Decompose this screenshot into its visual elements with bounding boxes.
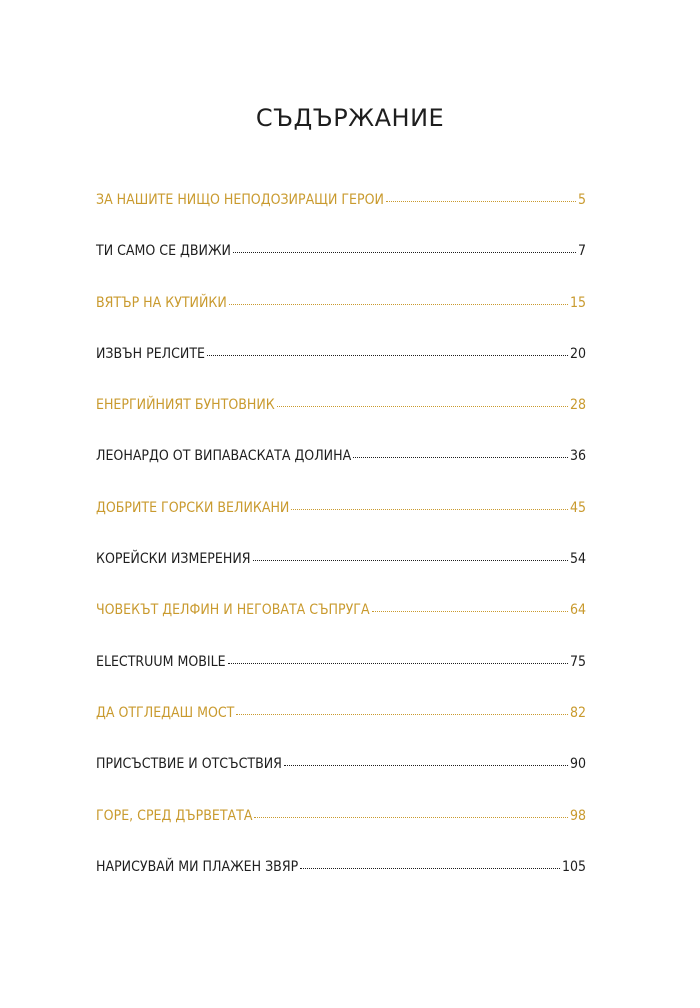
toc-entry (96, 448, 586, 499)
dot-leader (284, 765, 568, 766)
toc-entry (96, 243, 586, 294)
dot-leader (300, 868, 560, 869)
toc-entry-title: ЛЕОНАРДО ОТ ВИПАВАСКАТА ДОЛИНА (96, 448, 352, 465)
toc-entry (96, 859, 586, 910)
toc-entry (96, 295, 586, 346)
toc-entry-title: ELECTRUUM MOBILE (96, 653, 226, 670)
toc-entry-page-number: 15 (569, 294, 586, 311)
dot-leader (207, 355, 568, 356)
toc-entry-title: НАРИСУВАЙ МИ ПЛАЖЕН ЗВЯР (96, 858, 299, 875)
toc-entry-page-number: 36 (569, 448, 586, 465)
table-of-contents (96, 192, 586, 910)
toc-entry (96, 654, 586, 705)
dot-leader (236, 714, 568, 715)
dot-leader (254, 817, 568, 818)
toc-entry-page-number: 64 (569, 602, 586, 619)
toc-entry-title: ЗА НАШИТЕ НИЩО НЕПОДОЗИРАЩИ ГЕРОИ (96, 192, 384, 208)
toc-entry-page-number: 28 (569, 397, 586, 414)
toc-entry-title: ВЯТЪР НА КУТИЙКИ (96, 294, 227, 311)
toc-entry-title: КОРЕЙСКИ ИЗМЕРЕНИЯ (96, 551, 251, 568)
toc-entry (96, 500, 586, 551)
toc-entry (96, 346, 586, 397)
toc-entry-title: ПРИСЪСТВИЕ И ОТСЪСТВИЯ (96, 756, 282, 773)
toc-entry-page-number: 98 (569, 807, 586, 824)
toc-entry-title: ИЗВЪН РЕЛСИТЕ (96, 345, 205, 362)
toc-entry-title: ДА ОТГЛЕДАШ МОСТ (96, 704, 235, 721)
toc-entry-page-number: 75 (569, 653, 586, 670)
toc-entry-title: ДОБРИТЕ ГОРСКИ ВЕЛИКАНИ (96, 499, 290, 516)
toc-entry (96, 397, 586, 448)
dot-leader (386, 201, 576, 202)
dot-leader (253, 560, 568, 561)
toc-entry (96, 808, 586, 859)
toc-entry-title: ГОРЕ, СРЕД ДЪРВЕТАТА (96, 807, 253, 824)
dot-leader (353, 457, 568, 458)
toc-entry-page-number: 5 (577, 192, 586, 208)
dot-leader (372, 611, 568, 612)
dot-leader (291, 509, 568, 510)
dot-leader (233, 252, 576, 253)
toc-entry-page-number: 45 (569, 499, 586, 516)
toc-entry-page-number: 90 (569, 756, 586, 773)
toc-entry-page-number: 82 (569, 704, 586, 721)
toc-entry-page-number: 105 (561, 858, 586, 875)
dot-leader (277, 406, 568, 407)
toc-entry (96, 756, 586, 807)
toc-entry-title: ЕНЕРГИЙНИЯТ БУНТОВНИК (96, 397, 275, 414)
page-title: СЪДЪРЖАНИЕ (255, 104, 445, 132)
toc-entry-title: ТИ САМО СЕ ДВИЖИ (96, 243, 231, 260)
toc-entry (96, 551, 586, 602)
toc-entry-page-number: 54 (569, 551, 586, 568)
toc-entry (96, 705, 586, 756)
dot-leader (229, 304, 568, 305)
toc-entry (96, 192, 586, 243)
toc-entry-title: ЧОВЕКЪТ ДЕЛФИН И НЕГОВАТА СЪПРУГА (96, 602, 370, 619)
toc-entry-page-number: 7 (577, 243, 586, 260)
dot-leader (228, 663, 568, 664)
toc-entry-page-number: 20 (569, 345, 586, 362)
toc-entry (96, 602, 586, 653)
